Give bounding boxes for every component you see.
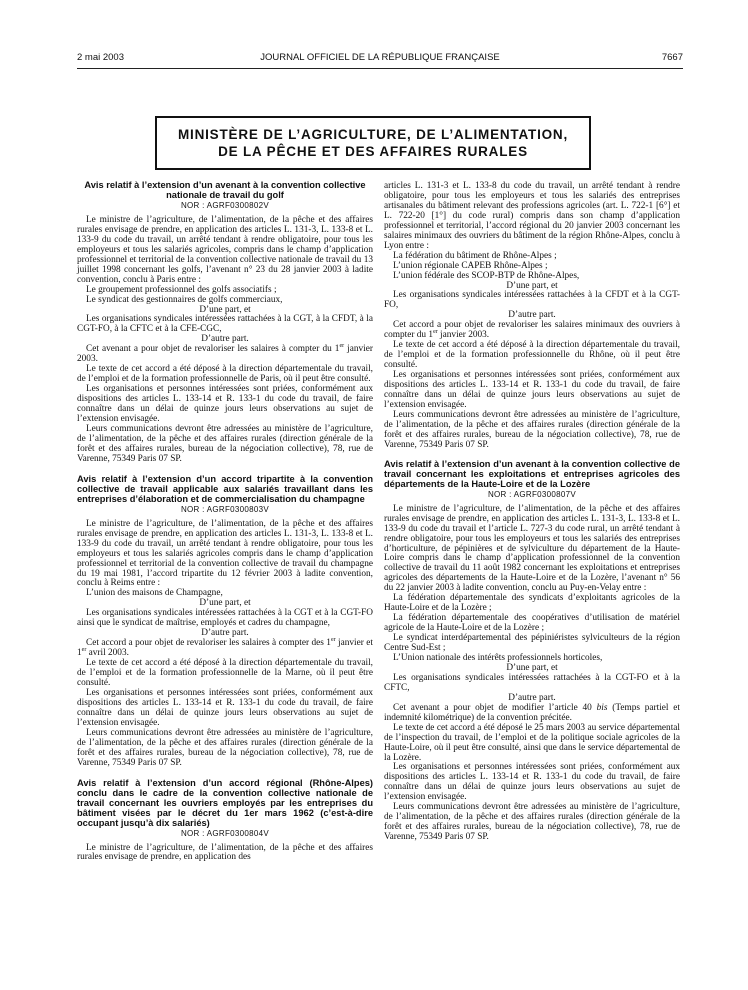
notice-title-golf: Avis relatif à l’extension d’un avenant à la convention collective nationale de travail du golf [84,180,366,200]
paragraph: Le ministre de l’agriculture, de l’alimentation, de la pêche et des affaires rurales envisage de prendre, en application des articles L. 131-3, L. 133-8 et L. 133-9 du code du travail, un arrêté tendant à rendre obligatoire, pour tous les employeurs et tous les salariés agricoles compris dans le champ d’application professionnel et territorial de la convention collective de travail du champagne du 19 mai 1981, l’accord tripartite du 12 février 2003 à ladite convention, conclu à Reims entre : [77,518,373,589]
paragraph: Le ministre de l’agriculture, de l’alimentation, de la pêche et des affaires rurales envisage de prendre, en application des [77,842,373,863]
page-header [77,52,683,66]
paragraph: Les organisations et personnes intéressées sont priées, conformément aux dispositions des articles L. 133-14 et R. 133-1 du code du travail, de faire connaître dans un délai de quinze jours leurs observations au sujet de l’extension envisagée. [77,687,373,728]
nor-reference: NOR : AGRF0300802V [180,201,270,210]
notice-title-champagne: Avis relatif à l’extension d’un accord tripartite à la convention collective de travail applicable aux salariés travaillant dans les entreprises d’élaboration et de commercialisation du champagne [77,473,373,504]
notice-title-batiment: Avis relatif à l’extension d’un accord régional (Rhône-Alpes) conclu dans le cadre de la convention collective nationale de travail concernant les ouvriers employés par les entreprises du bâtiment visées par le décret du 1er mars 1962 (c’est-à-dire occupant jusqu’à dix salariés) [77,777,373,828]
paragraph: Le syndicat interdépartemental des pépiniéristes sylviculteurs de la région Centre Sud-Est ; [384,633,680,654]
ministry-line-1: MINISTÈRE DE L’AGRICULTURE, DE L’ALIMENTATION, [177,127,569,142]
paragraph: Les organisations syndicales intéressées rattachées à la CGT, à la CFDT, à la CGT-FO, à la CFTC et à la CFE-CGC, [77,314,373,335]
ministry-banner [155,116,591,170]
paragraph: Le texte de cet accord a été déposé à la direction départementale du travail, de l’emploi et de la formation professionnelle du Rhône, où il peut être consulté. [384,340,680,371]
paragraph: D’autre part. [201,628,249,639]
paragraph: Leurs communications devront être adressées au ministère de l’agriculture, de l’alimentation, de la pêche et des affaires rurales (direction générale de la forêt et des affaires rurales, bureau de la négociation collective), 78, rue de Varenne, 75349 Paris 07 SP. [77,727,373,768]
paragraph: Le groupement professionnel des golfs associatifs ; [86,284,277,295]
issue-date: 2 mai 2003 [77,52,125,63]
paragraph: Cet accord a pour objet de revaloriser les salaires minimaux des ouvriers à compter du 1er janvier 2003. [384,320,680,341]
paragraph: D’une part, et [506,662,558,673]
paragraph: Les organisations et personnes intéressées sont priées, conformément aux dispositions des articles L. 133-14 et R. 133-1 du code du travail, de faire connaître dans un délai de quinze jours leurs observations au sujet de l’extension envisagée. [77,384,373,425]
paragraph: Leurs communications devront être adressées au ministère de l’agriculture, de l’alimentation, de la pêche et des affaires rurales (direction générale de la forêt et des affaires rurales, bureau de la négociation collective), 78, rue de Varenne, 75349 Paris 07 SP. [384,409,680,450]
paragraph: Le ministre de l’agriculture, de l’alimentation, de la pêche et des affaires rurales envisage de prendre, en application des articles L. 131-3, L. 133-8 et L. 133-9 du code du travail, un arrêté tendant à rendre obligatoire, pour tous les employeurs et tous les salariés agricoles, compris dans le champ d’application professionnel et territorial de la convention collective nationale de travail du 13 juillet 1998 concernant les golfs, l’avenant n° 23 du 28 janvier 2003 à ladite convention, conclu à Paris entre : [77,214,373,285]
paragraph: La fédération du bâtiment de Rhône-Alpes ; [393,250,557,261]
paragraph: Le syndicat des gestionnaires de golfs commerciaux, [86,294,283,305]
nor-reference: NOR : AGRF0300803V [180,504,270,514]
paragraph: Les organisations syndicales intéressées rattachées à la CFDT et à la CGT-FO, [384,290,680,311]
right-column [384,182,680,843]
paragraph: D’une part, et [506,280,558,291]
ministry-line-2: DE LA PÊCHE ET DES AFFAIRES RURALES [218,144,528,159]
paragraph: Les organisations et personnes intéressées sont priées, conformément aux dispositions des articles L. 133-14 et R. 133-1 du code du travail, de faire connaître dans un délai de quinze jours leurs observations au sujet de l’extension envisagée. [384,762,680,803]
paragraph: D’autre part. [201,334,249,345]
notice-title-haute-loire: Avis relatif à l’extension d’un avenant à la convention collective de travail concernant les exploitations et entreprises agricoles des départements de la Haute-Loire et de la Lozère [384,458,680,489]
paragraph: Les organisations et personnes intéressées sont priées, conformément aux dispositions des articles L. 133-14 et R. 133-1 du code du travail, de faire connaître dans un délai de quinze jours leurs observations au sujet de l’extension envisagée. [384,370,680,410]
paragraph: Leurs communications devront être adressées au ministère de l’agriculture, de l’alimentation, de la pêche et des affaires rurales (direction générale de la forêt et des affaires rurales, bureau de la négociation collective), 78, rue de Varenne, 75349 Paris 07 SP. [384,802,680,843]
paragraph: La fédération départementale des coopératives d’utilisation de matériel agricole de la Haute-Loire et de la Lozère ; [384,613,680,634]
paragraph: Le texte de cet accord a été déposé à la direction départementale du travail, de l’emploi et de la formation professionnelle de Paris, où il peut être consulté. [77,364,373,385]
paragraph: Le texte de cet accord a été déposé le 25 mars 2003 au service départemental de l’inspection du travail, de l’emploi et de la politique sociale agricoles de la Haute-Loire, où il peut être consulté, ainsi que dans le service départemental de la Lozère. [384,722,680,763]
paragraph: Cet avenant a pour objet de revaloriser les salaires à compter du 1er janvier 2003. [77,343,373,365]
paragraph: D’autre part. [508,692,556,703]
paragraph: L’union des maisons de Champagne, [86,588,223,599]
paragraph: Cet avenant a pour objet de modifier l’article 40 bis (Temps partiel et indemnité kilométrique) de la convention précitée. [384,702,680,723]
paragraph: D’autre part. [508,310,556,321]
paragraph: Les organisations syndicales intéressées rattachées à la CGT-FO et à la CFTC, [384,672,680,693]
page-number: 7667 [661,52,683,63]
paragraph: L’Union nationale des intérêts professionnels horticoles, [393,652,603,663]
paragraph: Les organisations syndicales intéressées rattachées à la CGT et à la CGT-FO ainsi que le syndicat de maîtrise, employés et cadres du champagne, [77,608,373,629]
paragraph: D’une part, et [199,598,251,609]
paragraph: articles L. 131-3 et L. 133-8 du code du travail, un arrêté tendant à rendre obligatoire, pour tous les employeurs et tous les salariés des entreprises artisanales du bâtiment relevant des professions agricoles (art. L. 722-1 [6°] et L. 722-20 [1°] du code rural) compris dans son champ d’application professionnel et territorial, l’accord régional du 20 janvier 2003 concernant les salaires minimaux des ouvriers du bâtiment de la région Rhône-Alpes, conclu à Lyon entre : [384,181,680,251]
nor-reference: NOR : AGRF0300804V [180,828,270,838]
paragraph: Cet accord a pour objet de revaloriser les salaires à compter des 1er janvier et 1er avril 2003. [77,637,374,659]
paragraph: La fédération départementale des syndicats d’exploitants agricoles de la Haute-Loire et de la Lozère ; [384,593,680,614]
left-column [77,180,373,863]
paragraph: Le texte de cet accord a été déposé à la direction départementale du travail, de l’emploi et de la formation professionnelle de la Marne, où il peut être consulté. [77,658,373,688]
paragraph: L’union régionale CAPEB Rhône-Alpes ; [393,260,548,271]
paragraph: L’union fédérale des SCOP-BTP de Rhône-Alpes, [393,270,580,281]
paragraph: Le ministre de l’agriculture, de l’alimentation, de la pêche et des affaires rurales envisage de prendre, en application des articles L. 131-3, L. 133-8 et L. 133-9 du code du travail et l’article L. 727-3 du code rural, un arrêté tendant à rendre obligatoire, pour tous les employeurs et tous les salariés des entreprises d’horticulture, de pépinières et de sylviculture du département de la Haute-Loire compris dans le champ d’application professionnel de la convention collective de travail du 11 août 1982 concernant les exploitations et entreprises agricoles des départements de la Haute-Loire et de la Lozère, l’avenant n° 56 du 22 janvier 2003 à ladite convention, conclu au Puy-en-Velay entre : [384,503,680,594]
journal-title: JOURNAL OFFICIEL DE LA RÉPUBLIQUE FRANÇAISE [260,52,500,63]
paragraph: D’une part, et [199,304,251,315]
paragraph: Leurs communications devront être adressées au ministère de l’agriculture, de l’alimentation, de la pêche et des affaires rurales (direction générale de la forêt et des affaires rurales, bureau de la négociation collective), 78, rue de Varenne, 75349 Paris 07 SP. [77,423,373,464]
header-rule [77,68,683,69]
nor-reference: NOR : AGRF0300807V [487,489,577,499]
